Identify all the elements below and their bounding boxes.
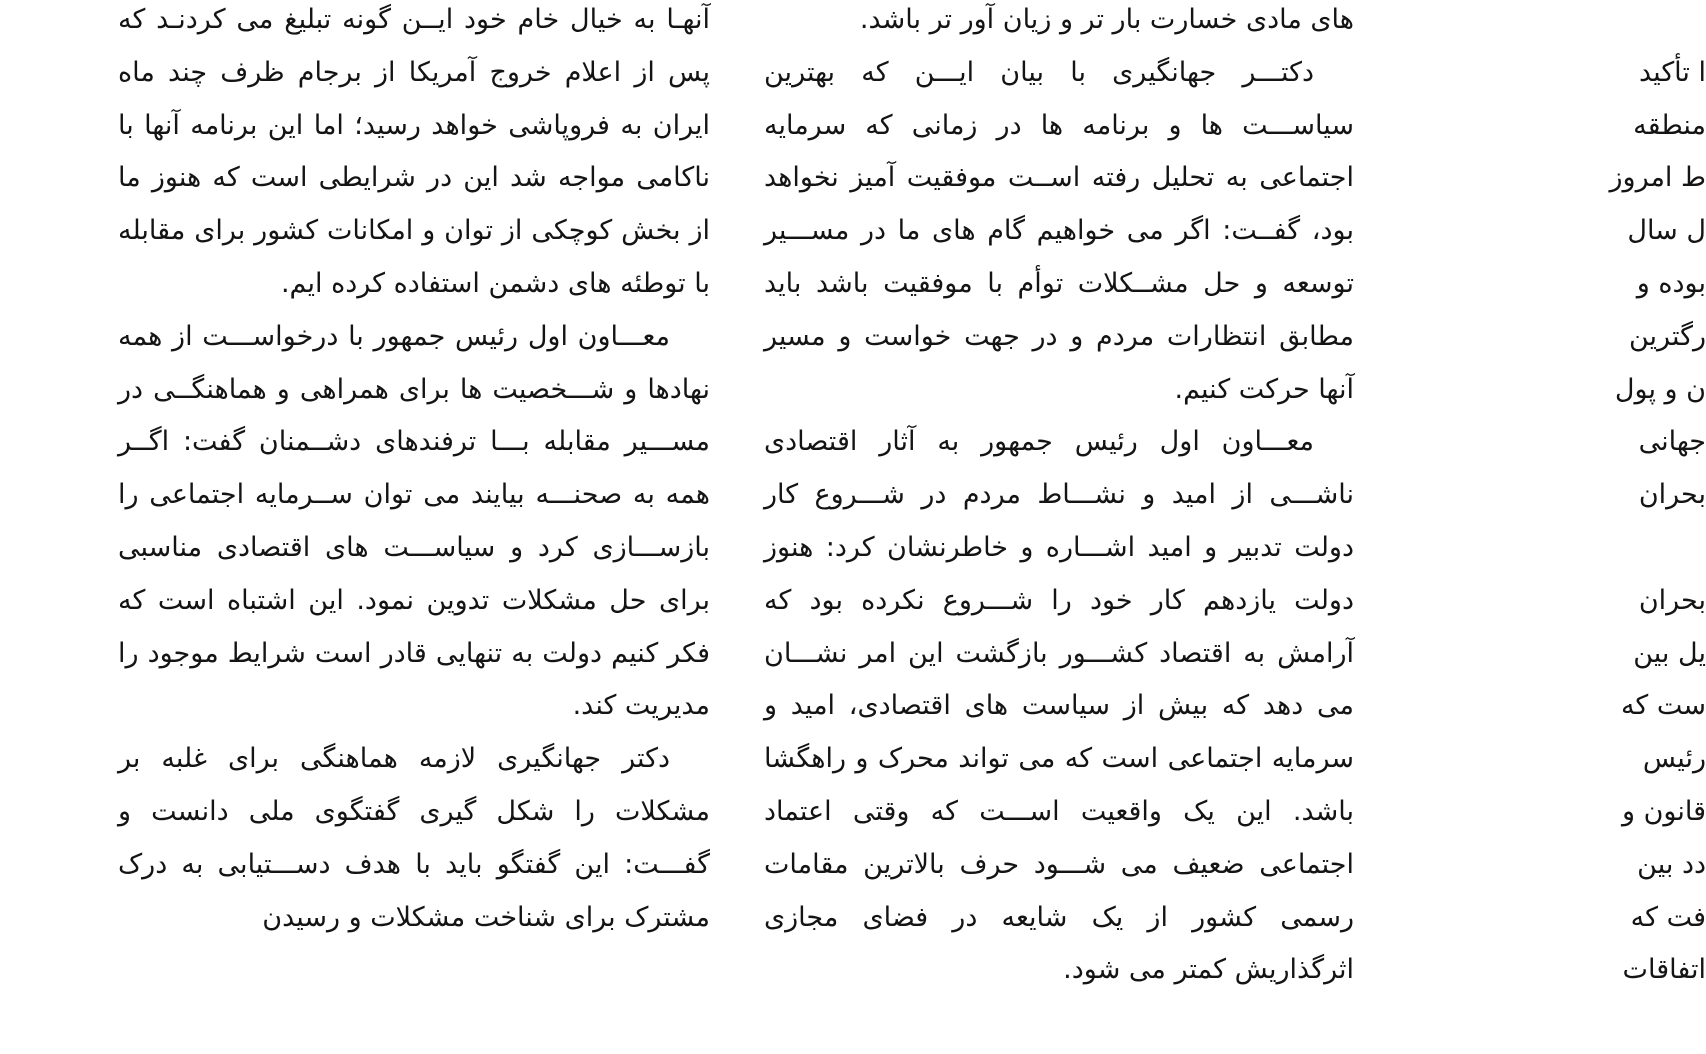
text-line: فت که xyxy=(1630,901,1706,933)
text-line: بوده و xyxy=(1636,267,1706,299)
paragraph: های مادی خسارت بار تر و زیان آور تر باشد. xyxy=(859,4,1354,35)
text-line: دد بین xyxy=(1637,848,1706,880)
text-line xyxy=(1406,997,1706,1050)
text-line: بحران xyxy=(1638,479,1706,511)
text-line xyxy=(1406,0,1706,47)
text-line xyxy=(1406,522,1706,575)
text-line: اتفاقات xyxy=(1622,954,1706,986)
text-line: یل بین xyxy=(1633,637,1706,669)
text-line: ن و پول xyxy=(1614,373,1706,405)
text-line: ط امروز xyxy=(1609,162,1706,194)
text-line: رئیس xyxy=(1642,743,1706,775)
text-line: جهانی xyxy=(1638,426,1706,458)
paragraph: معـــاون اول رئیس جمهور به آثار اقتصادی ناشـــی از امید و نشـــاط مردم در شـــروع کار دولت تدبیر و امید اشـــاره و خاطرنشان کرد: هنوز دولت یازدهم کار خود را شـــروع نکرده بود که آرامش به اقتصاد کشـــور بازگشت این امر نشـــان می دهد که بیش از سیاست های اقتصادی، امید و سرمایه اجتماعی است که می تواند محرک و راهگشا باشد. این یک واقعیت اســـت که وقتی اعتماد اجتماعی ضعیف می شـــود حرف بالاترین مقامات رسمی کشور از یک شایعه در فضای مجازی اثرگذاریش کمتر می شود. xyxy=(764,426,1354,986)
paragraph: دکتر جهانگیری لازمه هماهنگی برای غلبه بر مشکلات را شکل گیری گفتگوی ملی دانست و گفـــت: این گفتگو باید با هدف دســـتیابی به درک مشترک برای شناخت مشکلات و رسیدن xyxy=(118,743,710,933)
article-column-middle xyxy=(764,0,1354,997)
text-line: قانون و xyxy=(1621,795,1706,827)
text-line: منطقه xyxy=(1633,109,1706,141)
text-line: ا تأکید xyxy=(1639,56,1706,88)
text-line: بحران xyxy=(1638,584,1706,616)
text-line: ست که xyxy=(1620,690,1706,722)
paragraph: آنهـا به خیال خام خود ایــن گونه تبلیغ می کردنـد که پس از اعلام خروج آمریکا از برجام ظرف چند ماه ایران به فروپاشی خواهد رسید؛ اما این برنامه آنها با ناکامی مواجه شد این در شرایطی است که هنوز ما از بخش کوچکی از توان و امکانات کشور برای مقابله با توطئه های دشمن استفاده کرده ایم. xyxy=(118,4,710,299)
paragraph: معـــاون اول رئیس جمهور با درخواســـت از همه نهادها و شـــخصیت ها برای همراهی و هماهنگــی در مســـیر مقابله بـــا ترفندهای دشــمنان گفت: اگــر همه به صحنـــه بیایند می توان ســرمایه اجتماعی را بازســـازی کرد و سیاســـت های اقتصادی مناسبی برای حل مشکلات تدوین نمود. این اشتباه است که فکر کنیم دولت به تنهایی قادر است شرایط موجود را مدیریت کند. xyxy=(118,320,710,722)
paragraph: دکتـــر جهانگیری با بیان ایـــن که بهترین سیاســـت ها و برنامه ها در زمانی که سرمایه اجتماعی به تحلیل رفته اســت موفقیت آمیز نخواهد بود، گفــت: اگر می خواهیم گام های ما در مســـیر توسعه و حل مشــکلات توأم با موفقیت باشد باید مطابق انتظارات مردم و در جهت خواست و مسیر آنها حرکت کنیم. xyxy=(764,56,1354,405)
article-column-right-cropped xyxy=(1406,0,1706,1050)
text-line: رگترین xyxy=(1628,320,1706,352)
article-column-left xyxy=(118,0,710,944)
text-line: ل سال xyxy=(1627,215,1706,247)
